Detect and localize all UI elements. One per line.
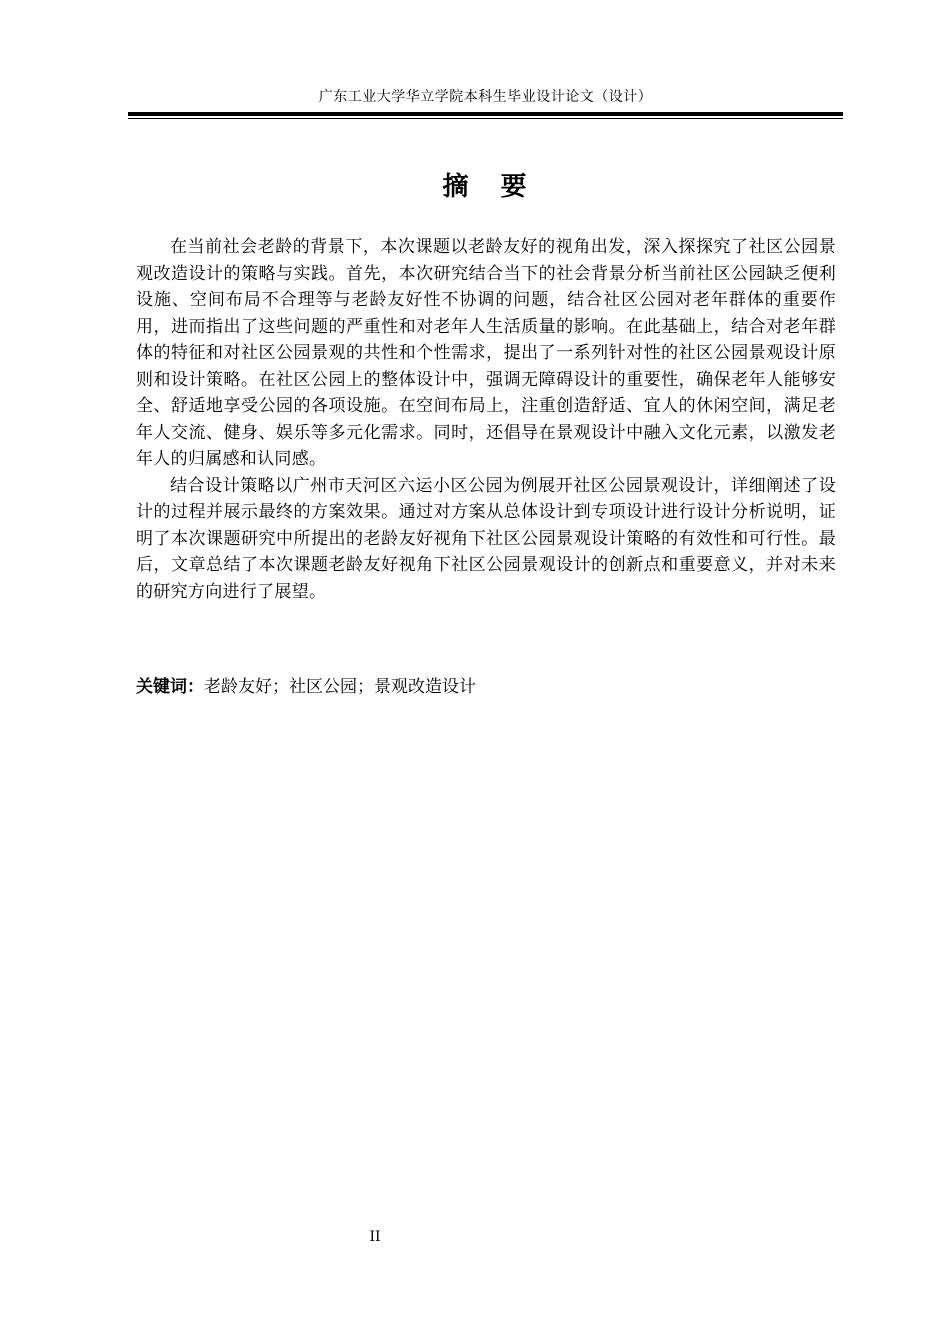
abstract-title-char-1: 摘 bbox=[442, 172, 471, 202]
header-rule-thick bbox=[128, 112, 843, 116]
page-number: II bbox=[369, 1229, 381, 1245]
abstract-paragraph-2: 结合设计策略以广州市天河区六运小区公园为例展开社区公园景观设计，详细阐述了设计的过程并展示最终的方案效果。通过对方案从总体设计到专项设计进行设计分析说明，证明了本次课题研究中所提出的老龄友好视角下社区公园景观设计策略的有效性和可行性。最后，文章总结了本次课题老龄友好视角下社区公园景观设计的创新点和重要意义，并对未来的研究方向进行了展望。 bbox=[136, 475, 836, 602]
running-header: 广东工业大学华立学院本科生毕业设计论文（设计） bbox=[318, 89, 653, 105]
keywords-text: 老龄友好；社区公园；景观改造设计 bbox=[204, 677, 476, 697]
header-rule-thin bbox=[128, 118, 843, 119]
keywords-line bbox=[136, 674, 836, 700]
abstract-paragraph-1: 在当前社会老龄的背景下，本次课题以老龄友好的视角出发，深入探探究了社区公园景观改造设计的策略与实践。首先，本次研究结合当下的社会背景分析当前社区公园缺乏便利设施、空间布局不合理等与老龄友好性不协调的问题，结合社区公园对老年群体的重要作用，进而指出了这些问题的严重性和对老年人生活质量的影响。在此基础上，结合对老年群体的特征和对社区公园景观的共性和个性需求，提出了一系列针对性的社区公园景观设计原则和设计策略。在社区公园上的整体设计中，强调无障碍设计的重要性，确保老年人能够安全、舒适地享受公园的各项设施。在空间布局上，注重创造舒适、宜人的休闲空间，满足老年人交流、健身、娱乐等多元化需求。同时，还倡导在景观设计中融入文化元素，以激发老年人的归属感和认同感。 bbox=[136, 237, 836, 469]
abstract-title-char-2: 要 bbox=[500, 172, 529, 202]
keywords-label: 关键词： bbox=[136, 677, 204, 697]
abstract-title bbox=[128, 170, 843, 204]
abstract-body bbox=[136, 234, 836, 605]
